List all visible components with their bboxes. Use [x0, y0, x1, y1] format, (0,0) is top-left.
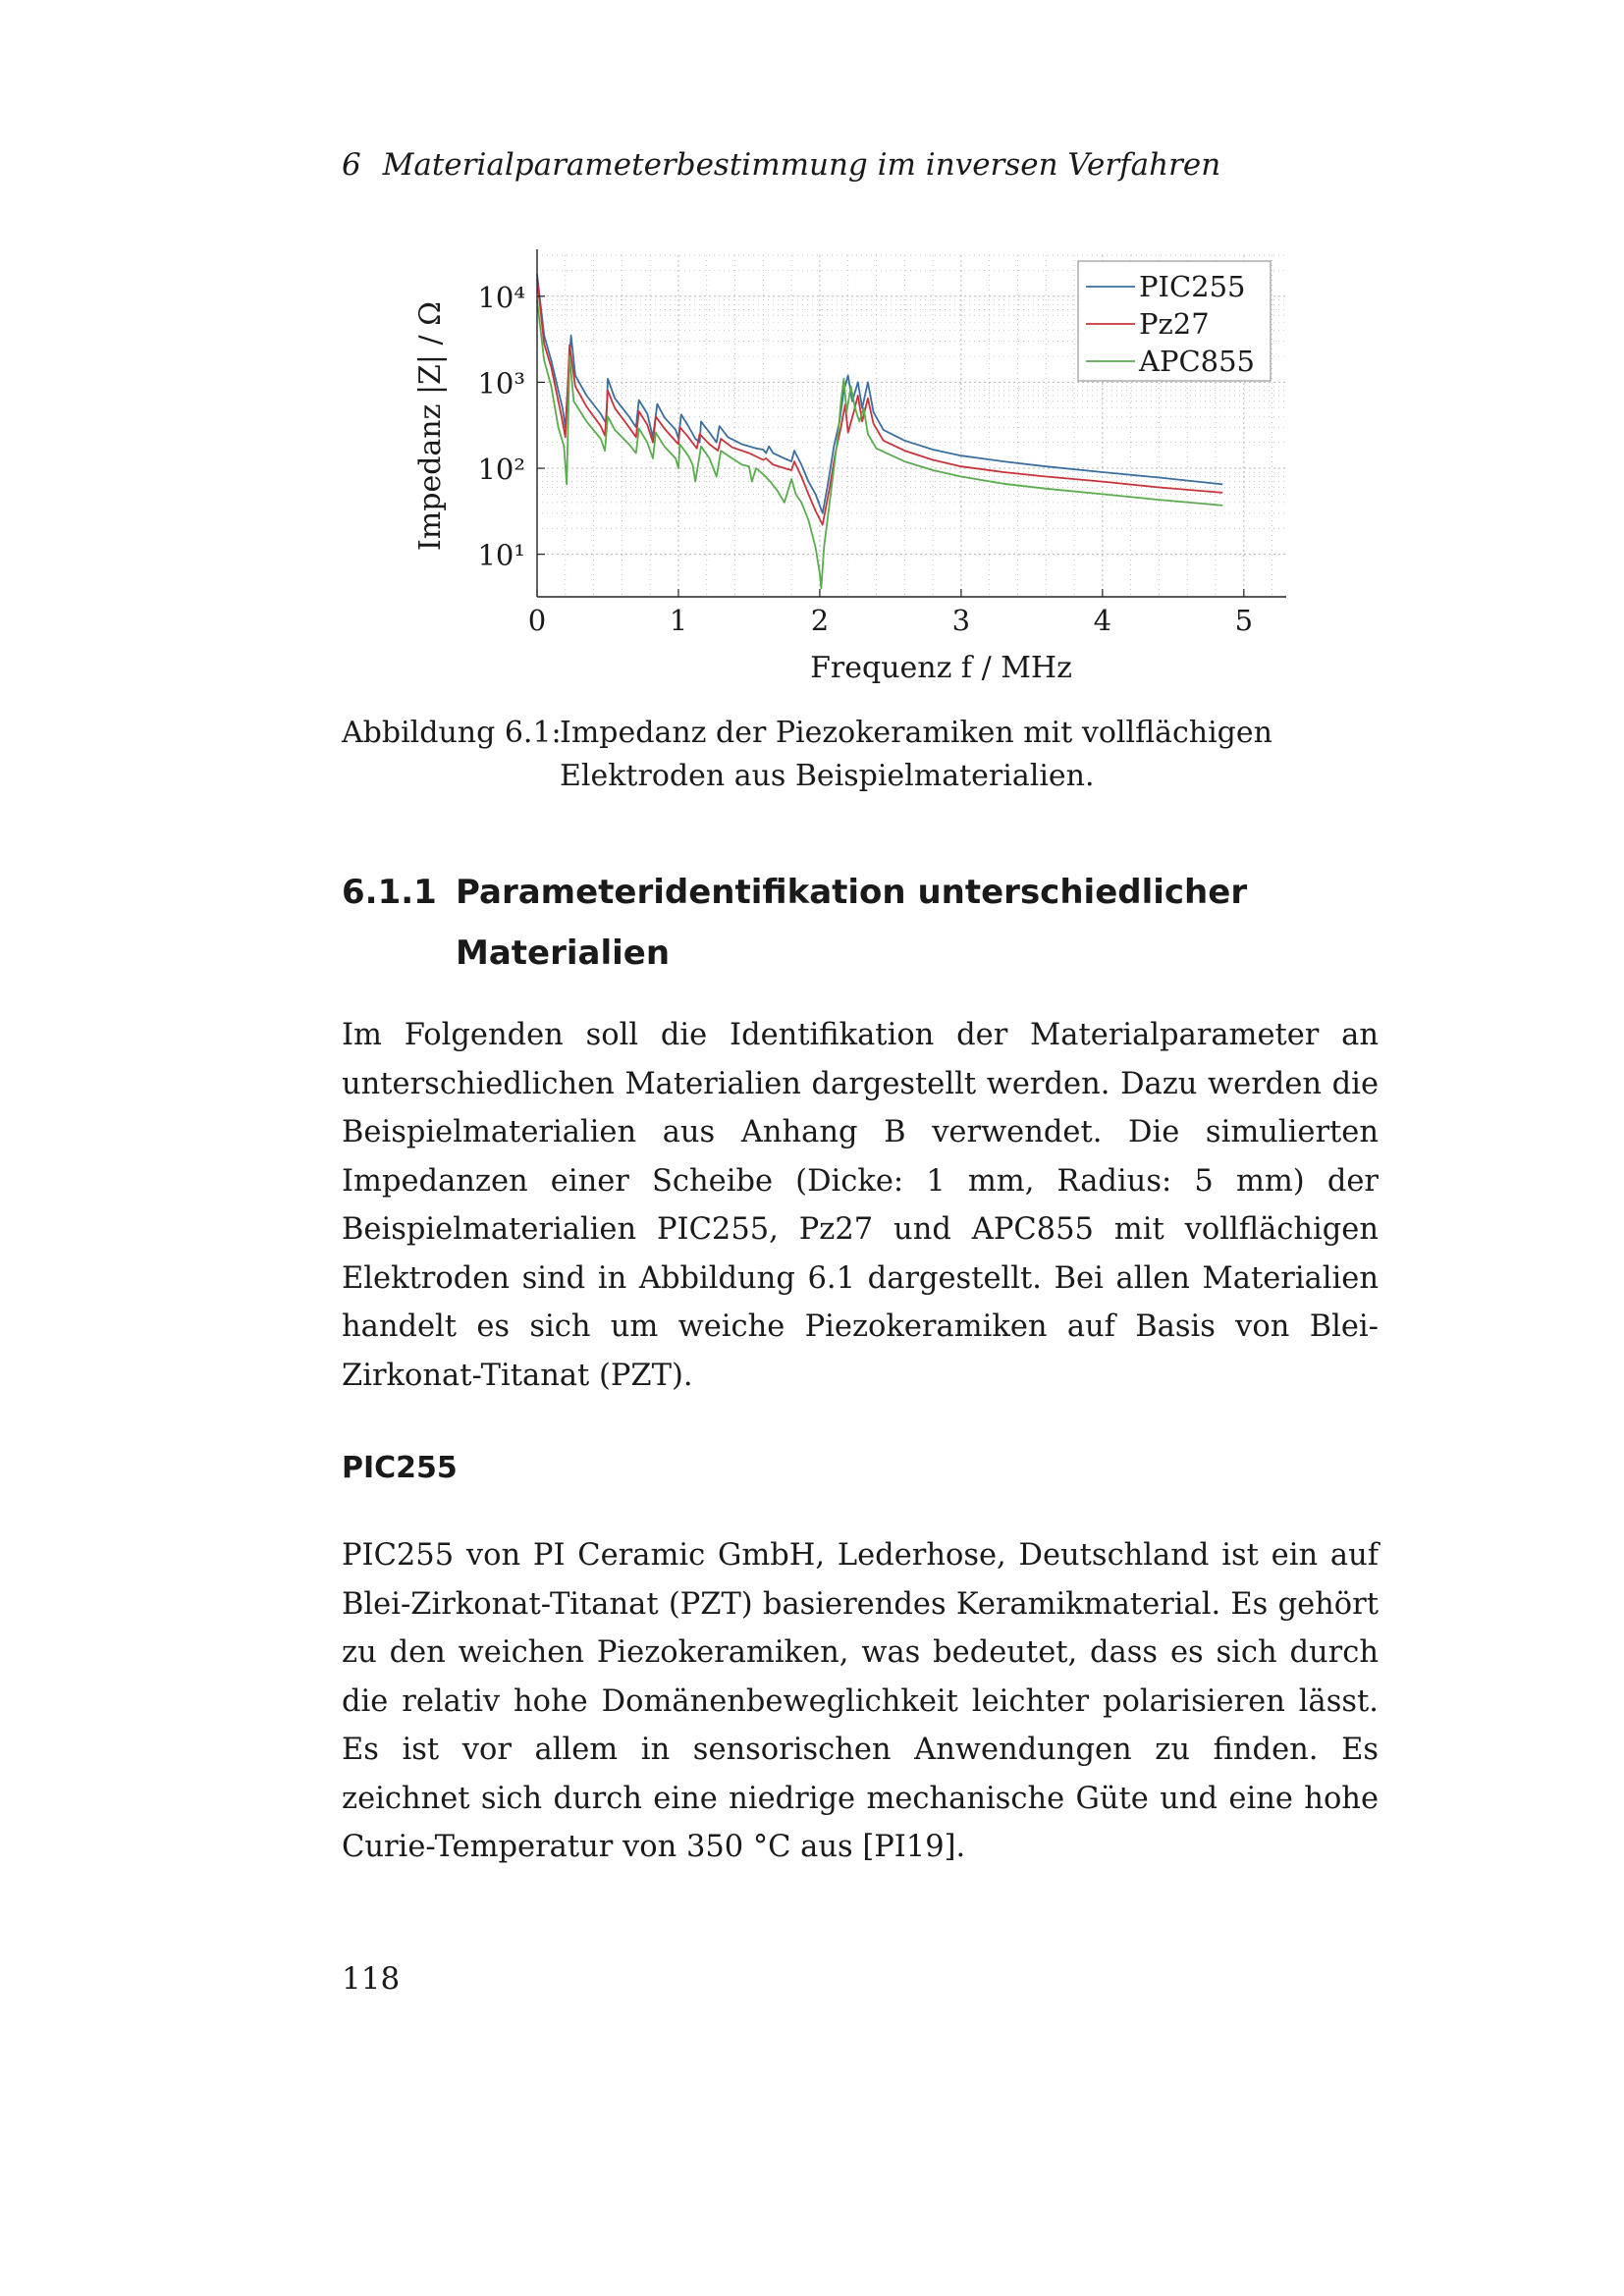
x-tick-label: 1 [669, 604, 688, 637]
running-header [342, 147, 1220, 183]
header-chapter-title: Materialparameterbestimmung im inversen Verfahren [382, 147, 1221, 183]
figure-caption-label: Abbildung 6.1: [342, 716, 562, 750]
legend-label-apc855: APC855 [1139, 345, 1255, 378]
figure-caption-text: Impedanz der Piezokeramiken mit vollflächigen Elektroden aus Beispielmaterialien. [560, 716, 1272, 793]
impedance-figure [412, 243, 1296, 695]
legend-label-pic255: PIC255 [1139, 270, 1246, 303]
impedance-chart [412, 243, 1296, 695]
x-tick-label: 3 [951, 604, 971, 637]
x-tick-label: 5 [1234, 604, 1254, 637]
subheading-pic255: PIC255 [342, 1451, 458, 1485]
y-tick-label: 10⁴ [477, 280, 525, 314]
y-axis-label: Impedanz |Z| / Ω [413, 300, 448, 552]
x-tick-label: 4 [1093, 604, 1112, 637]
section-title: Parameteridentifikation unterschiedlicher Materialien [456, 873, 1248, 973]
x-tick-label: 2 [810, 604, 830, 637]
page-number: 118 [342, 1961, 401, 1997]
figure-caption [342, 712, 1382, 798]
legend-label-pz27: Pz27 [1139, 307, 1210, 341]
x-tick-label: 0 [527, 604, 547, 637]
paragraph-intro: Im Folgenden soll die Identifikation der Materialparameter an unterschiedlichen Materialien dargestellt werden. Dazu werden die Beispielmaterialien aus Anhang B verwendet. Die simulierten Impedanzen einer Scheibe (Dicke: 1 mm, Radius: 5 mm) der Beispielmaterialien PIC255, Pz27 und APC855 mit vollflächigen Elektroden sind in Abbildung 6.1 dargestellt. Bei allen Materialien handelt es sich um weiche Piezokeramiken auf Basis von Blei-Zirkonat-Titanat (PZT). [342, 1018, 1379, 1393]
x-axis-label: Frequenz f / MHz [810, 651, 1072, 685]
y-tick-label: 10³ [477, 366, 525, 400]
paragraph-pic255: PIC255 von PI Ceramic GmbH, Lederhose, Deutschland ist ein auf Blei-Zirkonat-Titanat (PZT) basierendes Keramikmaterial. Es gehört zu den weichen Piezokeramiken, was bedeutet, dass es sich durch die relativ hohe Domänenbeweglichkeit leichter polarisieren lässt. Es ist vor allem in sensorischen Anwendungen zu finden. Es zeichnet sich durch eine niedrige mechanische Güte und eine hohe Curie-Temperatur von 350 °C aus [PI19]. [342, 1538, 1379, 1864]
section-heading [342, 862, 1382, 984]
y-tick-label: 10² [477, 453, 525, 487]
header-chapter-number: 6 [342, 147, 361, 183]
section-number: 6.1.1 [342, 873, 437, 912]
y-tick-label: 10¹ [477, 538, 525, 572]
